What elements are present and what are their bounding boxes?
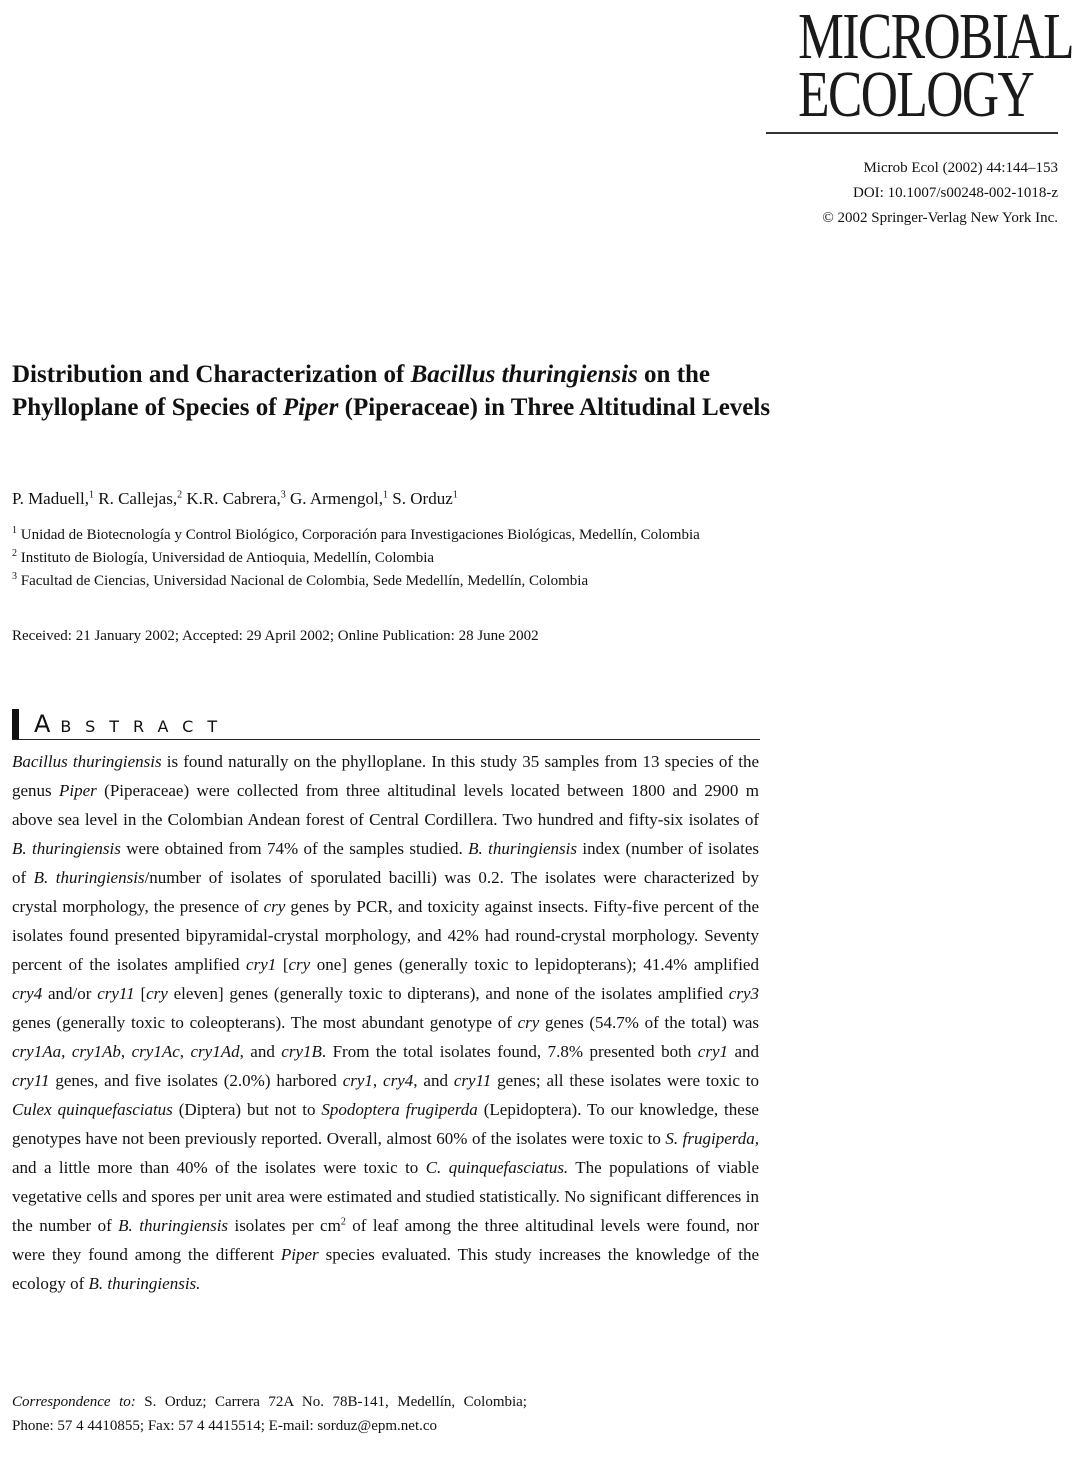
abstract-segment: cry1Ac bbox=[131, 1042, 180, 1061]
abstract-segment: index (number of isolates of bbox=[12, 839, 760, 887]
abstract-segment: cry1 bbox=[342, 1071, 373, 1090]
abstract-segment: Piper bbox=[280, 1245, 319, 1264]
abstract-segment: cry bbox=[146, 984, 168, 1003]
article-title bbox=[12, 358, 782, 424]
abstract-segment: cry1B bbox=[281, 1042, 322, 1061]
abstract-segment: cry4 bbox=[383, 1071, 414, 1090]
abstract-segment: , bbox=[372, 1071, 384, 1090]
abstract-segment: cry bbox=[517, 1013, 540, 1032]
abstract-segment: and a little more than 40% of the isolates were toxic to bbox=[12, 1158, 426, 1177]
author-list bbox=[12, 489, 458, 509]
abstract-segment: S. frugiperda, bbox=[665, 1129, 760, 1148]
abstract-segment: cry11 bbox=[453, 1071, 492, 1090]
abstract-segment: /number of isolates of sporulated bacilli) was 0.2. The isolates were characterized by crystal morphology, the presence of bbox=[12, 868, 759, 916]
abstract-segment: [ bbox=[134, 984, 147, 1003]
abstract-heading bbox=[12, 708, 760, 740]
abstract-segment: is found naturally on the phylloplane. In this study 35 samples from 13 species of the genus bbox=[12, 752, 759, 800]
logo-line-2: ECOLOGY bbox=[798, 58, 1034, 131]
abstract-segment: , bbox=[61, 1042, 72, 1061]
correspondence-label: Correspondence to: bbox=[12, 1394, 136, 1410]
abstract-segment: B. thuringiensis bbox=[468, 839, 577, 858]
abstract-segment: genes, and five isolates (2.0%) harbored bbox=[49, 1071, 343, 1090]
abstract-segment: Spodoptera frugiperda bbox=[321, 1100, 478, 1119]
abstract-segment: genes by PCR, and toxicity against insects. Fifty-five percent of the isolates found presented bipyramidal-crystal morphology, and 42% had round-crystal morphology. Seventy percent of the isolates amplified bbox=[12, 897, 759, 974]
title-part-3: on the Phylloplane of Species of bbox=[12, 361, 711, 421]
heading-bar bbox=[12, 709, 19, 739]
abstract-label: ABSTRACT bbox=[34, 710, 232, 738]
abstract-segment: cry4 bbox=[12, 984, 43, 1003]
title-part-1: Distribution and Characterization of bbox=[12, 361, 411, 388]
abstract-segment: , bbox=[179, 1042, 191, 1061]
abstract-segment: B. thuringiensis. bbox=[88, 1274, 201, 1293]
author: P. Maduell,$^1$ bbox=[12, 489, 94, 508]
correspondence-details: S. Orduz; Carrera 72A No. 78B-141, Medellín, Colombia; Phone: 57 4 4410855; Fax: 57 4 4415514; E-mail: sorduz@epm.net.co bbox=[12, 1394, 527, 1434]
copyright: © 2002 Springer-Verlag New York Inc. bbox=[822, 210, 1058, 226]
abstract-segment: species evaluated. This study increases the knowledge of the ecology of bbox=[12, 1245, 759, 1293]
abstract-segment: B. thuringiensis bbox=[118, 1216, 229, 1235]
abstract-segment: cry1Ab bbox=[71, 1042, 121, 1061]
abstract-segment: cry11 bbox=[12, 1071, 50, 1090]
abstract-segment: Bacillus thuringiensis bbox=[12, 752, 162, 771]
abstract-segment: (Diptera) but not to bbox=[172, 1100, 322, 1119]
abstract-segment: Culex quinquefasciatus bbox=[12, 1100, 173, 1119]
abstract-segment: isolates per cm bbox=[228, 1216, 341, 1235]
abstract-segment: (Piperaceae) were collected from three altitudinal levels located between 1800 and 2900 m above sea level in the Colombian Andean forest of Central Cordillera. Two hundred and fifty-six isolates of bbox=[12, 781, 759, 829]
abstract-segment: cry11 bbox=[97, 984, 135, 1003]
abstract-segment: . From the total isolates found, 7.8% presented both bbox=[321, 1042, 698, 1061]
abstract-text bbox=[12, 747, 759, 1298]
correspondence bbox=[12, 1390, 527, 1438]
doi: DOI: 10.1007/s00248-002-1018-z bbox=[853, 185, 1058, 201]
author: G. Armengol,$^1$ bbox=[290, 489, 389, 508]
abstract-segment: and bbox=[728, 1042, 760, 1061]
abstract-segment: , and bbox=[239, 1042, 282, 1061]
publication-dates: Received: 21 January 2002; Accepted: 29 April 2002; Online Publication: 28 June 2002 bbox=[12, 628, 539, 644]
citation: Microb Ecol (2002) 44:144–153 bbox=[863, 160, 1058, 176]
author: S. Orduz$^1$ bbox=[392, 489, 458, 508]
abstract-segment: of leaf among the three altitudinal levels were found, nor were they found among the different bbox=[12, 1216, 760, 1264]
abstract-segment: The populations of viable vegetative cells and spores per unit area were estimated and studied statistically. No significant differences in the number of bbox=[12, 1158, 759, 1235]
logo-rule bbox=[766, 132, 1058, 134]
author: K.R. Cabrera,$^3$ bbox=[186, 489, 286, 508]
abstract-segment: genes (generally toxic to coleopterans). The most abundant genotype of bbox=[12, 1013, 518, 1032]
affiliation: $^1$ Unidad de Biotecnología y Control Biológico, Corporación para Investigaciones Biológicas, Medellín, Colombia bbox=[12, 525, 700, 543]
abstract-segment: [ bbox=[276, 955, 289, 974]
abstract-segment: 2 bbox=[340, 1216, 346, 1228]
abstract-segment: one] genes (generally toxic to lepidopterans); 41.4% amplified bbox=[310, 955, 759, 974]
title-part-4: Piper bbox=[282, 394, 339, 421]
abstract-segment: cry1 bbox=[246, 955, 277, 974]
abstract-segment: B. thuringiensis bbox=[33, 868, 145, 887]
abstract-segment: cry bbox=[288, 955, 311, 974]
affiliation: $^3$ Facultad de Ciencias, Universidad Nacional de Colombia, Sede Medellín, Medellín, Colombia bbox=[12, 571, 589, 589]
abstract-segment: cry1Ad bbox=[190, 1042, 240, 1061]
abstract-segment: and/or bbox=[42, 984, 98, 1003]
abstract-segment: , and bbox=[413, 1071, 454, 1090]
publication-info bbox=[822, 156, 1058, 231]
abstract-segment: cry1 bbox=[697, 1042, 729, 1061]
abstract-segment: B. thuringiensis bbox=[12, 839, 121, 858]
abstract-segment: eleven] genes (generally toxic to dipterans), and none of the isolates amplified bbox=[167, 984, 729, 1003]
abstract-segment: , bbox=[120, 1042, 132, 1061]
abstract-segment: cry bbox=[263, 897, 286, 916]
abstract-segment: were obtained from 74% of the samples studied. bbox=[120, 839, 469, 858]
journal-logo bbox=[766, 0, 1073, 134]
abstract-segment: genes (54.7% of the total) was bbox=[539, 1013, 759, 1032]
logo-line-1: MICROBIAL bbox=[798, 0, 1073, 73]
abstract-segment: cry3 bbox=[728, 984, 759, 1003]
affiliations bbox=[12, 524, 762, 593]
title-part-5: (Piperaceae) in Three Altitudinal Levels bbox=[338, 394, 771, 421]
abstract-segment: Piper bbox=[59, 781, 97, 800]
abstract-segment: (Lepidoptera). To our knowledge, these genotypes have not been previously reported. Overall, almost 60% of the isolates were toxic to bbox=[12, 1100, 759, 1148]
title-part-2: Bacillus thuringiensis bbox=[410, 361, 638, 388]
abstract-segment: genes; all these isolates were toxic to bbox=[491, 1071, 760, 1090]
affiliation: $^2$ Instituto de Biología, Universidad de Antioquia, Medellín, Colombia bbox=[12, 548, 435, 566]
abstract-segment: C. quinquefasciatus. bbox=[425, 1158, 569, 1177]
author: R. Callejas,$^2$ bbox=[98, 489, 183, 508]
abstract-segment: cry1Aa bbox=[12, 1042, 62, 1061]
